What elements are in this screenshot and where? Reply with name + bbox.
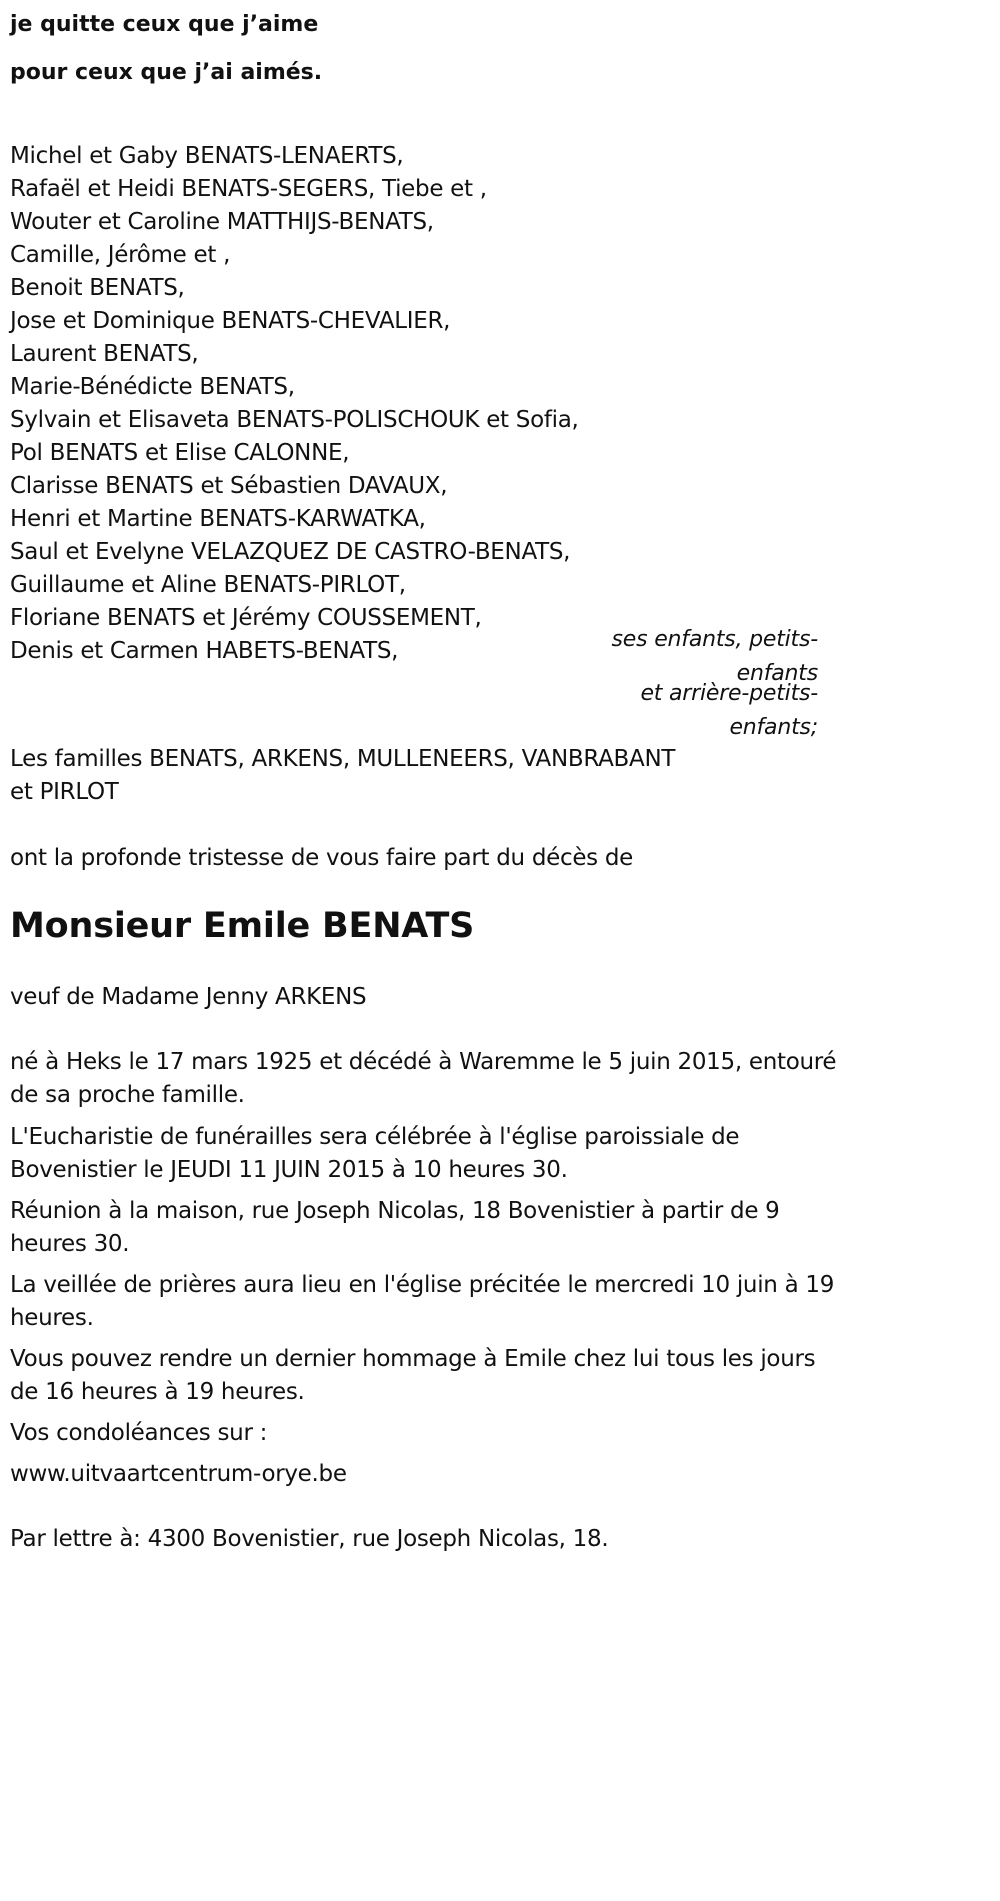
condolences-label: Vos condoléances sur : xyxy=(10,1420,268,1446)
relation-line: ses enfants, petits- xyxy=(611,627,818,652)
widower-of: veuf de Madame Jenny ARKENS xyxy=(10,984,367,1010)
condolences-url-wrap xyxy=(10,1459,347,1489)
family-member: Floriane BENATS et Jérémy COUSSEMENT, xyxy=(10,605,482,631)
family-member: Pol BENATS et Elise CALONNE, xyxy=(10,440,350,466)
gathering-line-1: Réunion à la maison, rue Joseph Nicolas, 18 Bovenistier à partir de 9 xyxy=(10,1198,780,1224)
families-line-1: Les familles BENATS, ARKENS, MULLENEERS, VANBRABANT xyxy=(10,746,676,772)
family-member: Benoit BENATS, xyxy=(10,275,185,301)
gathering-line-2: heures 30. xyxy=(10,1231,130,1257)
condolences-link[interactable]: www.uitvaartcentrum-orye.be xyxy=(10,1461,347,1487)
vigil-line-2: heures. xyxy=(10,1305,94,1331)
vigil-line-1: La veillée de prières aura lieu en l'église précitée le mercredi 10 juin à 19 xyxy=(10,1272,835,1298)
family-member: Michel et Gaby BENATS-LENAERTS, xyxy=(10,143,404,169)
relation-line: enfants xyxy=(736,661,818,686)
family-member: Camille, Jérôme et , xyxy=(10,242,231,268)
family-member: Henri et Martine BENATS-KARWATKA, xyxy=(10,506,426,532)
poem-line-2: pour ceux que j’ai aimés. xyxy=(10,60,323,85)
family-member: Guillaume et Aline BENATS-PIRLOT, xyxy=(10,572,406,598)
visit-line-2: de 16 heures à 19 heures. xyxy=(10,1379,305,1405)
family-member: Sylvain et Elisaveta BENATS-POLISCHOUK et Sofia, xyxy=(10,407,579,433)
postal-address: Par lettre à: 4300 Bovenistier, rue Joseph Nicolas, 18. xyxy=(10,1526,609,1552)
family-member: Marie-Bénédicte BENATS, xyxy=(10,374,295,400)
families-line-2: et PIRLOT xyxy=(10,779,119,805)
family-member: Jose et Dominique BENATS-CHEVALIER, xyxy=(10,308,451,334)
birth-death-line-2: de sa proche famille. xyxy=(10,1082,245,1108)
visit-line-1: Vous pouvez rendre un dernier hommage à Emile chez lui tous les jours xyxy=(10,1346,816,1372)
family-member: Clarisse BENATS et Sébastien DAVAUX, xyxy=(10,473,448,499)
poem-line-1: je quitte ceux que j’aime xyxy=(10,12,319,37)
family-member: Rafaël et Heidi BENATS-SEGERS, Tiebe et , xyxy=(10,176,487,202)
announcement-intro: ont la profonde tristesse de vous faire part du décès de xyxy=(10,845,634,871)
funeral-line-2: Bovenistier le JEUDI 11 JUIN 2015 à 10 heures 30. xyxy=(10,1157,568,1183)
family-member: Wouter et Caroline MATTHIJS-BENATS, xyxy=(10,209,434,235)
funeral-line-1: L'Eucharistie de funérailles sera célébrée à l'église paroissiale de xyxy=(10,1124,740,1150)
deceased-name: Monsieur Emile BENATS xyxy=(10,906,475,946)
family-member: Saul et Evelyne VELAZQUEZ DE CASTRO-BENATS, xyxy=(10,539,571,565)
birth-death-line-1: né à Heks le 17 mars 1925 et décédé à Waremme le 5 juin 2015, entouré xyxy=(10,1049,837,1075)
relation-line: et arrière-petits- xyxy=(640,681,818,706)
family-member: Denis et Carmen HABETS-BENATS, xyxy=(10,638,399,664)
relation-line: enfants; xyxy=(729,715,818,740)
family-member: Laurent BENATS, xyxy=(10,341,199,367)
